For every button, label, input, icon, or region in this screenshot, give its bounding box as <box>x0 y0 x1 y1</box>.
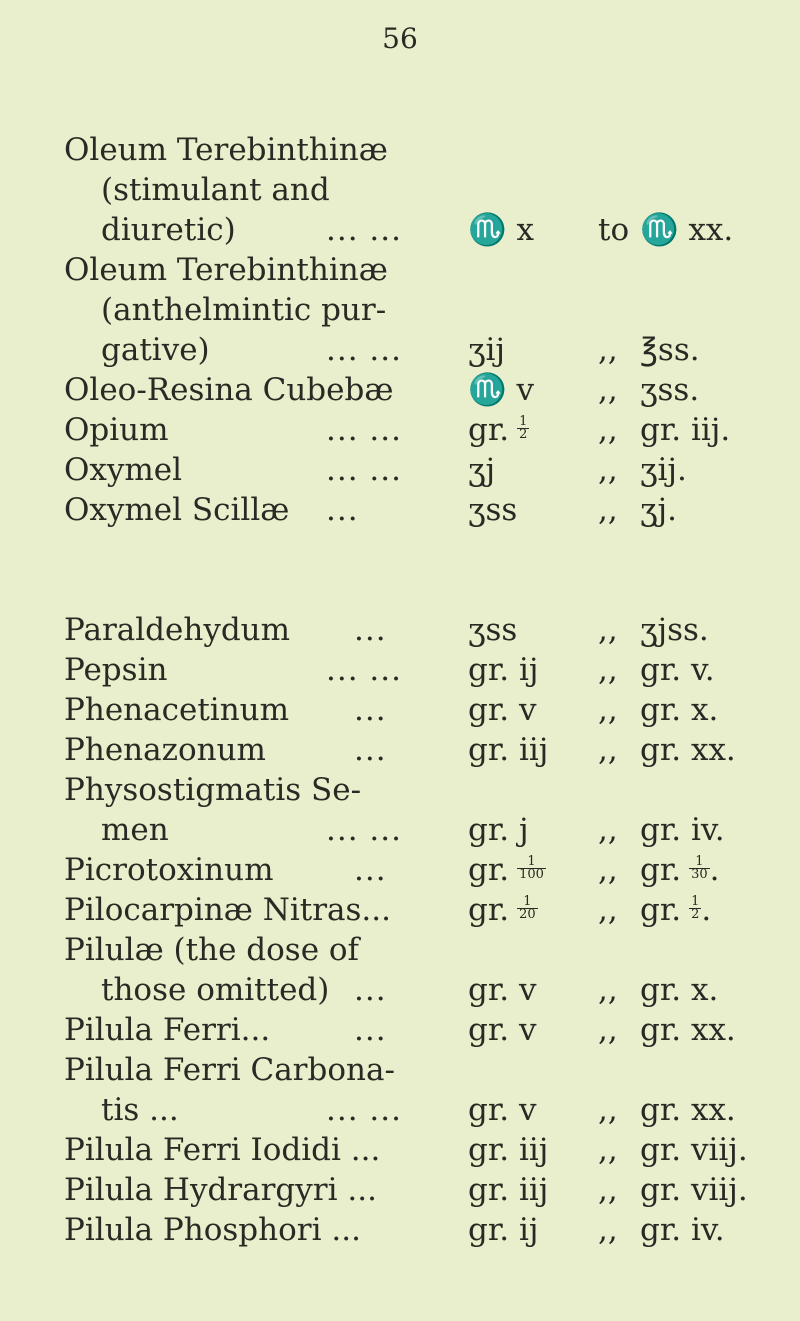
entry-line <box>64 490 800 530</box>
entry-line <box>64 1130 800 1170</box>
dose-min: gr. ij <box>468 652 539 688</box>
dot-leader: ... ... <box>326 652 402 688</box>
dose-min-fraction <box>517 896 538 921</box>
entry-line <box>64 410 800 450</box>
entry-line <box>64 690 800 730</box>
dose-min: ʒij <box>468 332 506 368</box>
drug-name: Paraldehydum <box>64 612 291 648</box>
drug-name: diuretic) <box>101 212 236 248</box>
dot-leader: ... ... <box>326 332 402 368</box>
dose-separator: ,, <box>598 612 618 648</box>
dose-min: gr. iij <box>468 732 549 768</box>
dose-min: gr. $\frac{1}{2}$ <box>468 412 528 448</box>
drug-name: Oleo-Resina Cubebæ <box>64 372 394 408</box>
entry-line <box>64 370 800 410</box>
entry-line <box>64 650 800 690</box>
dose-max-fraction-denominator: 30 <box>691 867 708 882</box>
drug-name: Pilula Ferri Iodidi ... <box>64 1132 381 1168</box>
dose-min: gr. iij <box>468 1132 549 1168</box>
drug-name: Pilula Ferri... <box>64 1012 271 1048</box>
dose-min-fraction-numerator: 1 <box>519 414 528 429</box>
dose-min: ʒj <box>468 452 496 488</box>
dose-separator: ,, <box>598 852 618 888</box>
entry-line <box>64 1090 800 1130</box>
dose-max: ʒj. <box>640 492 677 528</box>
dose-separator: ,, <box>598 492 618 528</box>
drug-name: men <box>101 812 169 848</box>
drug-name: those omitted) <box>101 972 330 1008</box>
dose-max-fraction <box>689 896 701 921</box>
entry-line <box>64 850 800 890</box>
dose-separator: ,, <box>598 452 618 488</box>
entry-line <box>64 1010 800 1050</box>
drug-name: tis ... <box>101 1092 179 1128</box>
dose-max-fraction-numerator: 1 <box>689 856 710 869</box>
entry-line <box>64 210 800 250</box>
entry-line <box>64 730 800 770</box>
dot-leader: ... <box>326 492 359 528</box>
dose-min: ♏ x <box>468 212 534 248</box>
dose-separator: ,, <box>598 972 618 1008</box>
dose-max: gr. viij. <box>640 1172 748 1208</box>
dose-min: gr. $\frac{1}{100}$ <box>468 852 544 888</box>
dot-leader: ... <box>354 732 387 768</box>
drug-name: Phenacetinum <box>64 692 290 728</box>
dot-leader: ... <box>354 1012 387 1048</box>
entry-line <box>64 930 800 970</box>
dose-min: gr. ij <box>468 1212 539 1248</box>
dot-leader: ... ... <box>326 412 402 448</box>
dose-separator: ,, <box>598 372 618 408</box>
dose-max: gr. $\frac{1}{2}$ . <box>640 892 712 928</box>
dose-max: gr. iv. <box>640 1212 725 1248</box>
dose-separator: ,, <box>598 1212 618 1248</box>
dose-max: gr. xx. <box>640 1012 736 1048</box>
dose-min: gr. v <box>468 692 537 728</box>
dose-separator: ,, <box>598 1132 618 1168</box>
dot-leader: ... ... <box>326 212 402 248</box>
entry-line <box>64 1170 800 1210</box>
dose-min: gr. iij <box>468 1172 549 1208</box>
dose-max: gr. viij. <box>640 1132 748 1168</box>
entry-line <box>64 170 800 210</box>
dose-min: ♏ v <box>468 372 534 408</box>
entry-line <box>64 450 800 490</box>
dose-separator: ,, <box>598 652 618 688</box>
dot-leader: ... <box>354 692 387 728</box>
dose-max-fraction-denominator: 2 <box>691 907 700 922</box>
dose-max: gr. x. <box>640 972 719 1008</box>
dose-max: ʒij. <box>640 452 687 488</box>
dose-min-fraction-numerator: 1 <box>517 896 538 909</box>
entry-line <box>64 890 800 930</box>
drug-name: (stimulant and <box>101 172 330 208</box>
dose-min: gr. v <box>468 972 537 1008</box>
drug-name: Pilula Hydrargyri ... <box>64 1172 377 1208</box>
drug-name: Oleum Terebinthinæ <box>64 252 388 288</box>
dose-min: gr. v <box>468 1092 537 1128</box>
drug-name: Pepsin <box>64 652 168 688</box>
page-number: 56 <box>382 22 418 55</box>
dose-separator: ,, <box>598 692 618 728</box>
dose-separator: ,, <box>598 892 618 928</box>
dose-max: gr. x. <box>640 692 719 728</box>
dose-separator: ,, <box>598 1172 618 1208</box>
drug-name: Physostigmatis Se- <box>64 772 362 808</box>
entry-line <box>64 970 800 1010</box>
dose-min: gr. v <box>468 1012 537 1048</box>
drug-name: Pilocarpinæ Nitras... <box>64 892 391 928</box>
entry-line <box>64 810 800 850</box>
dose-min: gr. j <box>468 812 529 848</box>
dose-min: gr. $\frac{1}{20}$ <box>468 892 536 928</box>
drug-name: Oxymel <box>64 452 183 488</box>
dose-min-fraction-numerator: 1 <box>517 856 546 869</box>
dot-leader: ... <box>354 972 387 1008</box>
dose-max-period: . <box>701 892 712 928</box>
dose-min-fraction-denominator: 20 <box>519 907 536 922</box>
entry-line <box>64 770 800 810</box>
dose-max: ♏ xx. <box>640 212 734 248</box>
dose-separator: ,, <box>598 332 618 368</box>
dot-leader: ... ... <box>326 1092 402 1128</box>
dose-max: gr. $\frac{1}{30}$ . <box>640 852 720 888</box>
drug-name: Phenazonum <box>64 732 266 768</box>
dose-max: gr. xx. <box>640 732 736 768</box>
dose-separator: ,, <box>598 812 618 848</box>
dose-max: ʒjss. <box>640 612 709 648</box>
entry-line <box>64 610 800 650</box>
dose-max: gr. iij. <box>640 412 731 448</box>
drug-name: Picrotoxinum <box>64 852 274 888</box>
drug-name: Oxymel Scillæ <box>64 492 290 528</box>
dot-leader: ... ... <box>326 812 402 848</box>
drug-name: Pilula Ferri Carbona- <box>64 1052 395 1088</box>
dose-max: ℥ss. <box>640 332 700 368</box>
dose-min-fraction-denominator: 2 <box>519 427 528 442</box>
entry-line <box>64 290 800 330</box>
drug-name: Opium <box>64 412 169 448</box>
dose-separator: ,, <box>598 412 618 448</box>
entry-line <box>64 1050 800 1090</box>
dose-min: ʒss <box>468 492 518 528</box>
drug-name: Oleum Terebinthinæ <box>64 132 388 168</box>
dose-min: ʒss <box>468 612 518 648</box>
entry-line <box>64 130 800 170</box>
dose-max-fraction <box>689 856 710 881</box>
entry-line <box>64 250 800 290</box>
dose-separator: ,, <box>598 732 618 768</box>
entry-line <box>64 1210 800 1250</box>
dot-leader: ... <box>354 852 387 888</box>
entry-line <box>64 330 800 370</box>
dose-min-fraction-denominator: 100 <box>519 867 544 882</box>
dose-separator: to <box>598 212 630 248</box>
dose-max-period: . <box>709 852 720 888</box>
drug-name: (anthelmintic pur- <box>101 292 387 328</box>
dot-leader: ... ... <box>326 452 402 488</box>
dose-separator: ,, <box>598 1012 618 1048</box>
dose-max: gr. iv. <box>640 812 725 848</box>
dose-min-fraction <box>517 416 529 441</box>
dose-max: ʒss. <box>640 372 700 408</box>
drug-name: gative) <box>101 332 210 368</box>
drug-name: Pilulæ (the dose of <box>64 932 360 968</box>
dose-max: gr. xx. <box>640 1092 736 1128</box>
dose-max: gr. v. <box>640 652 715 688</box>
dose-min-fraction <box>517 856 546 881</box>
dose-max-fraction-numerator: 1 <box>691 894 700 909</box>
dot-leader: ... <box>354 612 387 648</box>
dose-separator: ,, <box>598 1092 618 1128</box>
drug-name: Pilula Phosphori ... <box>64 1212 361 1248</box>
